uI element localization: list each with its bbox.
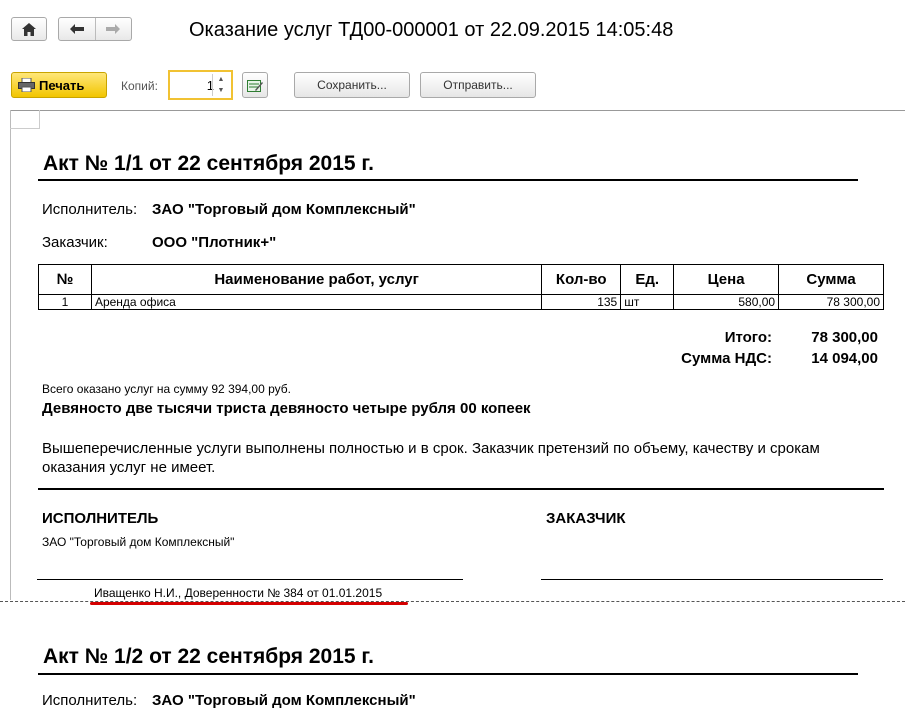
- customer-value: ООО "Плотник+": [152, 234, 277, 251]
- title-underline: [38, 179, 858, 181]
- completion-note: Вышеперечисленные услуги выполнены полностью и в срок. Заказчик претензий по объему, качеству и срокам оказания услуг не имеет.: [42, 440, 820, 476]
- print-button[interactable]: [11, 72, 107, 98]
- print-settings-icon: [247, 78, 263, 93]
- executor-value: ЗАО "Торговый дом Комплексный": [152, 201, 416, 218]
- signature-divider: [38, 488, 884, 490]
- row-sum: 78 300,00: [779, 295, 884, 310]
- document-left-border: [10, 110, 11, 600]
- column-header-qty: Кол-во: [542, 265, 621, 295]
- forward-button[interactable]: [96, 18, 132, 40]
- back-button[interactable]: [59, 18, 96, 40]
- row-qty: 135: [542, 295, 621, 310]
- customer-label: Заказчик:: [42, 234, 108, 251]
- table-row: [39, 295, 884, 310]
- executor-value: ЗАО "Торговый дом Комплексный": [152, 692, 416, 709]
- title-underline: [38, 673, 858, 675]
- sum-words: Девяносто две тысячи триста девяносто четыре рубля 00 копеек: [42, 400, 531, 417]
- arrow-right-icon: [106, 24, 120, 34]
- window-title: Оказание услуг ТД00-000001 от 22.09.2015 14:05:48: [189, 19, 674, 41]
- executor-label: Исполнитель:: [42, 692, 138, 709]
- copies-stepper[interactable]: [212, 74, 229, 96]
- column-header-unit: Ед.: [621, 265, 674, 295]
- send-button[interactable]: Отправить...: [420, 72, 536, 98]
- column-header-number: №: [39, 265, 92, 295]
- save-button[interactable]: Сохранить...: [294, 72, 410, 98]
- row-number: 1: [39, 295, 92, 310]
- home-button[interactable]: [11, 17, 47, 41]
- executor-sign-org: ЗАО "Торговый дом Комплексный": [42, 535, 235, 549]
- column-header-sum: Сумма: [779, 265, 884, 295]
- print-settings-button[interactable]: [242, 72, 268, 98]
- signer-underline: [90, 602, 408, 605]
- chevron-up-icon[interactable]: ▲: [217, 76, 225, 83]
- document-top-border: [10, 110, 905, 111]
- arrow-left-icon: [70, 24, 84, 34]
- home-icon: [22, 23, 36, 36]
- signer-name: Иващенко Н.И., Доверенности № 384 от 01.01.2015: [94, 586, 383, 600]
- page-break-line: [0, 601, 905, 602]
- customer-signature-line: [541, 579, 883, 580]
- document-corner: [10, 110, 40, 129]
- vat-value: 14 094,00: [811, 350, 878, 367]
- total-label: Итого:: [724, 329, 772, 346]
- chevron-down-icon[interactable]: ▼: [217, 87, 225, 94]
- table-header-row: [39, 265, 884, 295]
- act-1-title: Акт № 1/1 от 22 сентября 2015 г.: [43, 152, 374, 175]
- row-unit: шт: [621, 295, 674, 310]
- column-header-name: Наименование работ, услуг: [91, 265, 541, 295]
- executor-signature-line: [37, 579, 463, 580]
- executor-label: Исполнитель:: [42, 201, 138, 218]
- copies-field: [168, 70, 233, 100]
- act-2-title: Акт № 1/2 от 22 сентября 2015 г.: [43, 645, 374, 668]
- row-price: 580,00: [674, 295, 779, 310]
- executor-sign-header: ИСПОЛНИТЕЛЬ: [42, 510, 159, 527]
- vat-label: Сумма НДС:: [681, 350, 772, 367]
- customer-sign-header: ЗАКАЗЧИК: [546, 510, 626, 527]
- sum-text: Всего оказано услуг на сумму 92 394,00 руб.: [42, 382, 291, 396]
- navigation-buttons: [58, 17, 132, 41]
- total-value: 78 300,00: [811, 329, 878, 346]
- row-name: Аренда офиса: [91, 295, 541, 310]
- services-table: [38, 264, 884, 310]
- print-button-label: Печать: [39, 77, 85, 93]
- copies-input[interactable]: [172, 75, 216, 95]
- copies-label: Копий:: [121, 79, 158, 93]
- column-header-price: Цена: [674, 265, 779, 295]
- printer-icon: [18, 78, 35, 92]
